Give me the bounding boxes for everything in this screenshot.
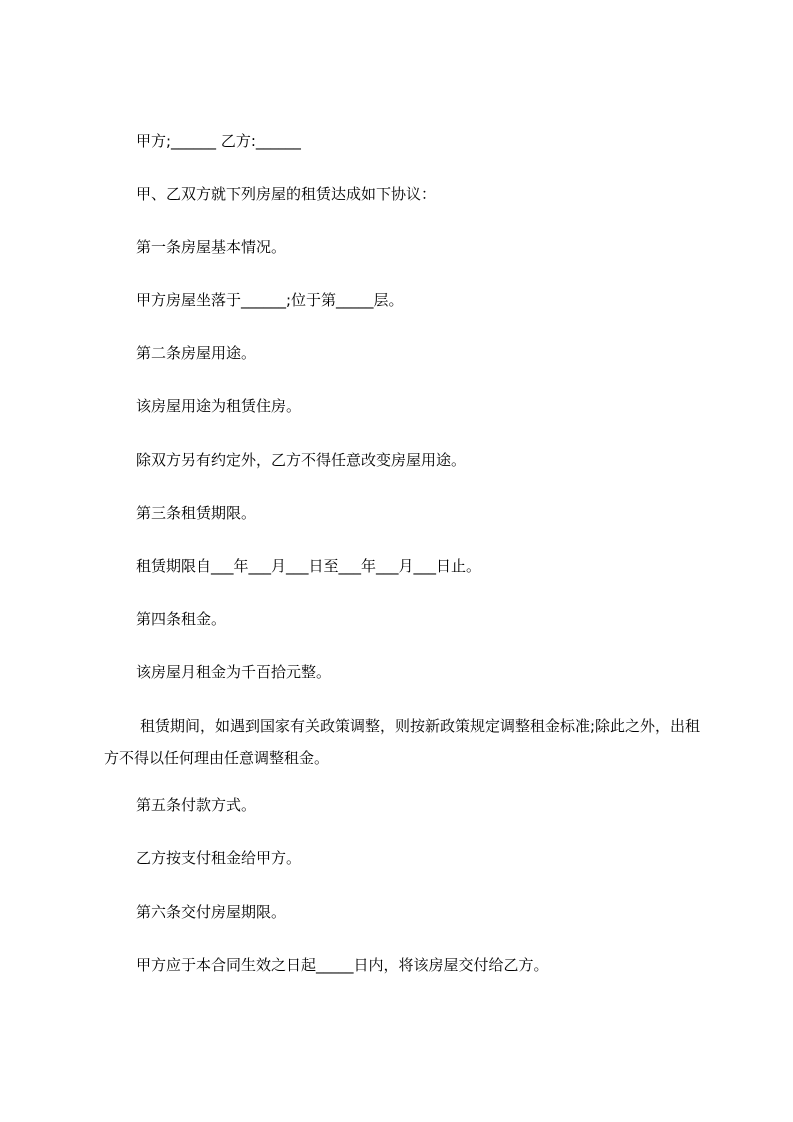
article-5-title: 第五条付款方式。 [136,796,257,814]
article-4-title: 第四条租金。 [136,610,227,628]
article-3-title: 第三条租赁期限。 [136,504,257,522]
article-1-body: 甲方房屋坐落于______;位于第_____层。 [136,291,404,309]
article-4-body-1: 该房屋月租金为千百拾元整。 [136,663,332,681]
article-5-body: 乙方按支付租金给甲方。 [136,849,302,867]
article-1-title: 第一条房屋基本情况。 [136,238,287,256]
article-6-title: 第六条交付房屋期限。 [136,903,287,921]
article-6-body: 甲方应于本合同生效之日起_____日内，将该房屋交付给乙方。 [136,956,549,974]
article-2-title: 第二条房屋用途。 [136,344,257,362]
article-3-body: 租赁期限自___年___月___日至___年___月___日止。 [136,557,482,575]
intro-paragraph: 甲、乙双方就下列房屋的租赁达成如下协议： [136,185,437,203]
article-4-body-2-text: 租赁期间，如遇到国家有关政策调整，则按新政策规定调整租金标准;除此之外，出租方不得以任何理由任意调整租金。 [104,717,701,767]
parties-line: 甲方;______ 乙方:______ [136,132,301,150]
article-2-body-2: 除双方另有约定外，乙方不得任意改变房屋用途。 [136,451,467,469]
article-2-body-1: 该房屋用途为租赁住房。 [136,397,302,415]
article-4-body-2 [104,710,704,774]
